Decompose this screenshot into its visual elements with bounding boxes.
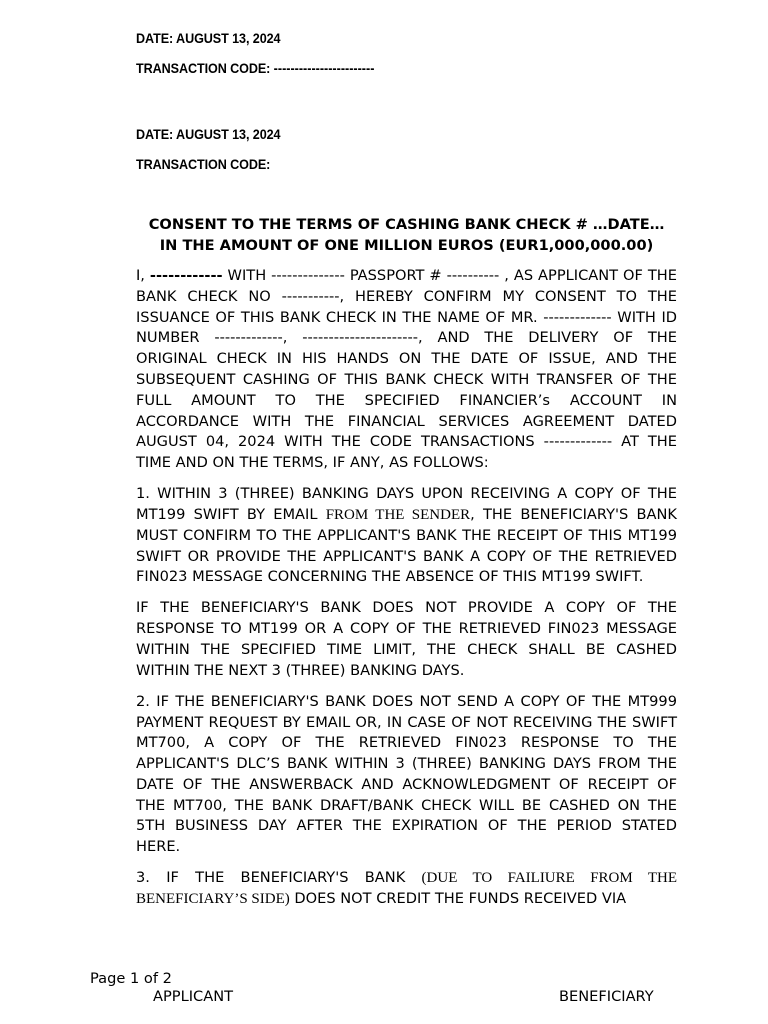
consent-paragraph [136, 266, 677, 474]
header-transaction-code [136, 60, 374, 76]
clause-3-text-a: 3. IF THE BENEFICIARY'S BANK [136, 869, 422, 887]
clause-1-text-b: , THE BENEFICIARY'S BANK MUST CONFIRM TO THE APPLICANT'S BANK THE RECEIPT OF THIS MT199 SWIFT OR PROVIDE THE APPLICANT'S BANK A COPY OF THE RETRIEVED FIN023 MESSAGE CONCERNING THE ABSENCE OF THIS MT199 SWIFT. [136, 505, 678, 586]
transaction-code-blank: ------------------------ [273, 60, 375, 76]
transaction-code-label: TRANSACTION CODE: [136, 60, 271, 76]
header-date-repeat [136, 126, 280, 142]
clause-1-sender-phrase: FROM THE SENDER [325, 506, 471, 523]
header-transaction-code-repeat [136, 156, 270, 172]
beneficiary-signature-label: BENEFICIARY [559, 988, 654, 1005]
clause-1-paragraph [136, 484, 677, 588]
clause-3-paragraph [136, 868, 677, 910]
page-number: Page 1 of 2 [90, 970, 172, 987]
applicant-name-blank: ------------ [149, 267, 223, 284]
clause-3-text-b: DOES NOT CREDIT THE FUNDS RECEIVED VIA [289, 890, 627, 908]
header-date-text: DATE: AUGUST 13, 2024 [136, 30, 281, 46]
title-line-2: IN THE AMOUNT OF ONE MILLION EUROS (EUR1,000,000.00) [159, 237, 654, 254]
applicant-signature-label: APPLICANT [153, 988, 234, 1005]
clause-2-paragraph: 2. IF THE BENEFICIARY'S BANK DOES NOT SEND A COPY OF THE MT999 PAYMENT REQUEST BY EMAIL OR, IN CASE OF NOT RECEIVING THE SWIFT MT700, A COPY OF THE RETRIEVED FIN023 RESPONSE TO THE APPLICANT'S DLC’S BANK WITHIN 3 (THREE) BANKING DAYS FROM THE DATE OF THE ANSWERBACK AND ACKNOWLEDGMENT OF RECEIPT OF THE MT700, THE BANK DRAFT/BANK CHECK WILL BE CASHED ON THE 5TH BUSINESS DAY AFTER THE EXPIRATION OF THE PERIOD STATED HERE. [136, 692, 677, 856]
transaction-code-label: TRANSACTION CODE: [136, 156, 271, 172]
consent-intro: I, [136, 267, 150, 284]
document-title [136, 214, 677, 256]
header-date-text: DATE: AUGUST 13, 2024 [136, 126, 281, 142]
header-date [136, 30, 280, 46]
consent-text: WITH -------------- PASSPORT # ---------- , AS APPLICANT OF THE BANK CHECK NO -----------, HEREBY CONFIRM MY CONSENT TO THE ISSUANCE OF THIS BANK CHECK IN THE NAME OF MR. ------------- WITH ID NUMBER -------------, ----------------------, AND THE DELIVERY OF THE ORIGINAL CHECK IN HIS HANDS ON THE DATE OF ISSUE, AND THE SUBSEQUENT CASHING OF THIS BANK CHECK WITH TRANSFER OF THE FULL AMOUNT TO THE SPECIFIED FINANCIER’s ACCOUNT IN ACCORDANCE WITH THE FINANCIAL SERVICES AGREEMENT DATED AUGUST 04, 2024 WITH THE CODE TRANSACTIONS ------------- AT THE TIME AND ON THE TERMS, IF ANY, AS FOLLOWS: [136, 267, 677, 472]
clause-1-text-a: 1. WITHIN 3 (THREE) BANKING DAYS UPON RECEIVING A COPY OF THE MT199 SWIFT BY EMAIL [136, 485, 677, 523]
document-body [136, 266, 677, 920]
clause-1-followup-paragraph: IF THE BENEFICIARY'S BANK DOES NOT PROVIDE A COPY OF THE RESPONSE TO MT199 OR A COPY OF THE RETRIEVED FIN023 MESSAGE WITHIN THE SPECIFIED TIME LIMIT, THE CHECK SHALL BE CASHED WITHIN THE NEXT 3 (THREE) BANKING DAYS. [136, 599, 677, 679]
title-line-1: CONSENT TO THE TERMS OF CASHING BANK CHECK # …DATE… [148, 216, 665, 233]
clause-3-failure-phrase: (DUE TO FAILIURE FROM THE BENEFICIARY’S SIDE) [136, 870, 677, 908]
